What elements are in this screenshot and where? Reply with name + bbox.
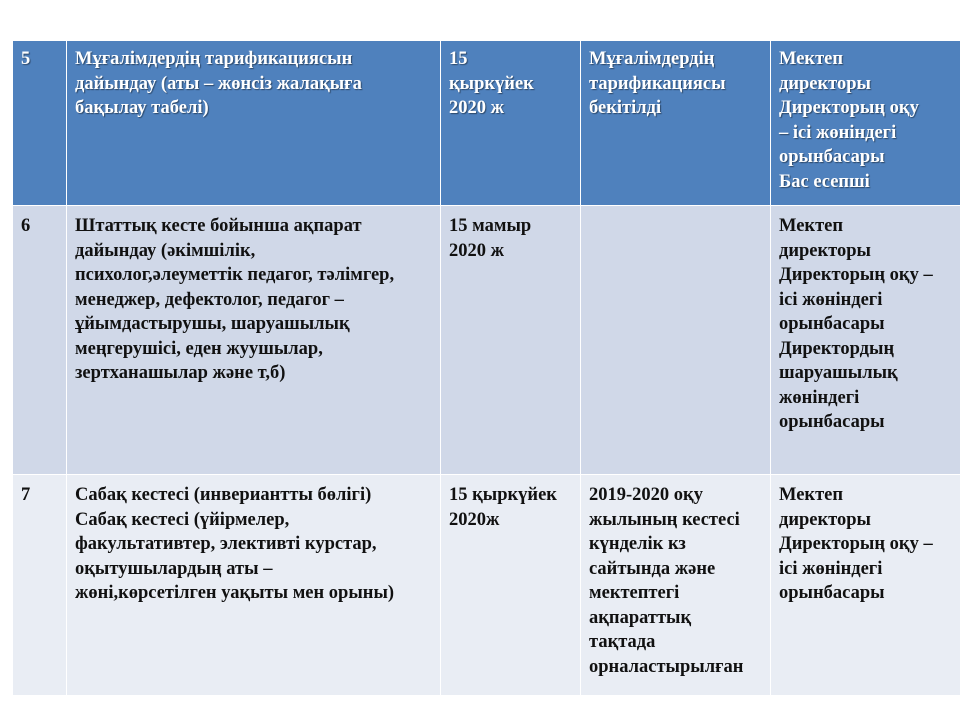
result-cell xyxy=(581,206,771,475)
row-number-cell: 6 xyxy=(13,206,67,475)
table-row xyxy=(13,41,960,206)
task-cell: Штаттық кесте бойынша ақпарат дайындау (әкімшілік, психолог,әлеуметтік педагог, тәлімгер, менеджер, дефектолог, педагог – ұйымдастырушы, шаруашылық меңгерушісі, еден жуушылар, зертханашылар және т,б) xyxy=(67,206,441,475)
row-number-cell: 7 xyxy=(13,475,67,696)
plan-table xyxy=(12,40,960,696)
deadline-cell: 15 қыркүйек 2020 ж xyxy=(441,41,581,206)
table-row xyxy=(13,206,960,475)
result-cell: 2019-2020 оқу жылының кестесі күнделік кз сайтында және мектептегі ақпараттық тақтада орналастырылған xyxy=(581,475,771,696)
table-row xyxy=(13,475,960,696)
deadline-cell: 15 қыркүйек 2020ж xyxy=(441,475,581,696)
deadline-cell: 15 мамыр 2020 ж xyxy=(441,206,581,475)
responsible-cell: Мектеп директоры Директорың оқу – ісі жөніндегі орынбасары xyxy=(771,475,960,696)
row-number-cell: 5 xyxy=(13,41,67,206)
responsible-cell: Мектеп директоры Директорың оқу – ісі жөніндегі орынбасары Директордың шаруашылық жөніндегі орынбасары xyxy=(771,206,960,475)
task-cell: Сабақ кестесі (инвериантты бөлігі) Сабақ кестесі (үйірмелер, факультативтер, элективті курстар, оқытушылардың аты – жөні,көрсетілген уақыты мен орыны) xyxy=(67,475,441,696)
task-cell: Мұғалімдердің тарификациясын дайындау (аты – жөнсіз жалақыға бақылау табелі) xyxy=(67,41,441,206)
result-cell: Мұғалімдердің тарификациясы бекітілді xyxy=(581,41,771,206)
responsible-cell: Мектеп директоры Директорың оқу – ісі жөніндегі орынбасары Бас есепші xyxy=(771,41,960,206)
